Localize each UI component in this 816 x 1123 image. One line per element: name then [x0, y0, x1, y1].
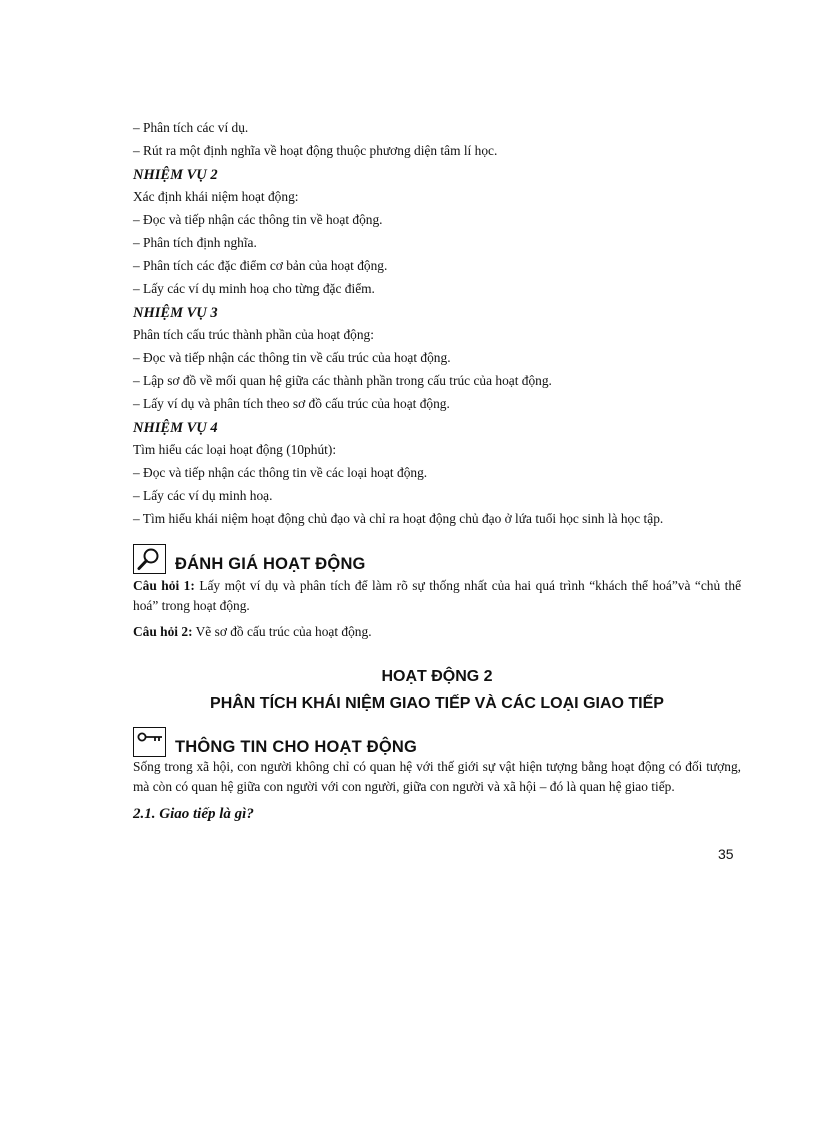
task-item: – Đọc và tiếp nhận các thông tin về cấu trúc của hoạt động.: [133, 350, 451, 365]
info-title: THÔNG TIN CHO HOẠT ĐỘNG: [175, 738, 418, 756]
key-icon: [133, 727, 166, 757]
task-item: – Lấy các ví dụ minh hoạ.: [133, 488, 273, 503]
intro-item: – Rút ra một định nghĩa về hoạt động thuộc phương diện tâm lí học.: [133, 143, 498, 158]
info-paragraph: Sống trong xã hội, con người không chỉ có quan hệ với thế giới sự vật hiện tượng bằng hoạt động có đối tượng, mà còn có quan hệ giữa con người với con người, giữa con người và xã hội – đó là quan hệ giao tiếp.: [133, 759, 741, 794]
task-item: – Phân tích định nghĩa.: [133, 235, 257, 250]
question-2-label: Câu hỏi 2:: [133, 624, 193, 639]
task-item: – Đọc và tiếp nhận các thông tin về hoạt động.: [133, 212, 383, 227]
task-item: – Lấy các ví dụ minh hoạ cho từng đặc điểm.: [133, 281, 375, 296]
question-1-text: Lấy một ví dụ và phân tích để làm rõ sự thống nhất của hai quá trình “khách thể hoá”và “chủ thể hoá” trong hoạt động.: [133, 578, 742, 613]
evaluation-heading: [133, 544, 741, 578]
magnifier-icon: [133, 544, 166, 574]
subsection-title: 2.1. Giao tiếp là gì?: [133, 806, 254, 822]
question-1: [133, 576, 741, 616]
task-item: – Đọc và tiếp nhận các thông tin về các loại hoạt động.: [133, 465, 428, 480]
task-title: NHIỆM VỤ 4: [133, 420, 218, 436]
task-item: – Lấy ví dụ và phân tích theo sơ đồ cấu trúc của hoạt động.: [133, 396, 450, 411]
info-heading: [133, 727, 741, 761]
task-title: NHIỆM VỤ 2: [133, 167, 218, 183]
activity-title: PHÂN TÍCH KHÁI NIỆM GIAO TIẾP VÀ CÁC LOẠI GIAO TIẾP: [210, 695, 664, 712]
task-title: NHIỆM VỤ 3: [133, 305, 218, 321]
page-content: [133, 116, 741, 826]
task-intro: Xác định khái niệm hoạt động:: [133, 189, 299, 204]
task-item: – Phân tích các đặc điểm cơ bản của hoạt động.: [133, 258, 388, 273]
page-number: 35: [718, 846, 734, 862]
task-intro: Tìm hiểu các loại hoạt động (10phút):: [133, 442, 337, 457]
question-2: [133, 620, 741, 643]
task-item: – Tìm hiểu khái niệm hoạt động chủ đạo và chỉ ra hoạt động chủ đạo ở lứa tuổi học sinh là học tập.: [133, 511, 664, 526]
intro-item: – Phân tích các ví dụ.: [133, 120, 249, 135]
question-1-label: Câu hỏi 1:: [133, 578, 195, 593]
activity-number: HOẠT ĐỘNG 2: [381, 668, 493, 685]
task-item: – Lập sơ đồ về mối quan hệ giữa các thành phần trong cấu trúc của hoạt động.: [133, 373, 552, 388]
task-intro: Phân tích cấu trúc thành phần của hoạt động:: [133, 327, 374, 342]
evaluation-title: ĐÁNH GIÁ HOẠT ĐỘNG: [175, 555, 366, 573]
question-2-text: Vẽ sơ đồ cấu trúc của hoạt động.: [195, 624, 372, 639]
